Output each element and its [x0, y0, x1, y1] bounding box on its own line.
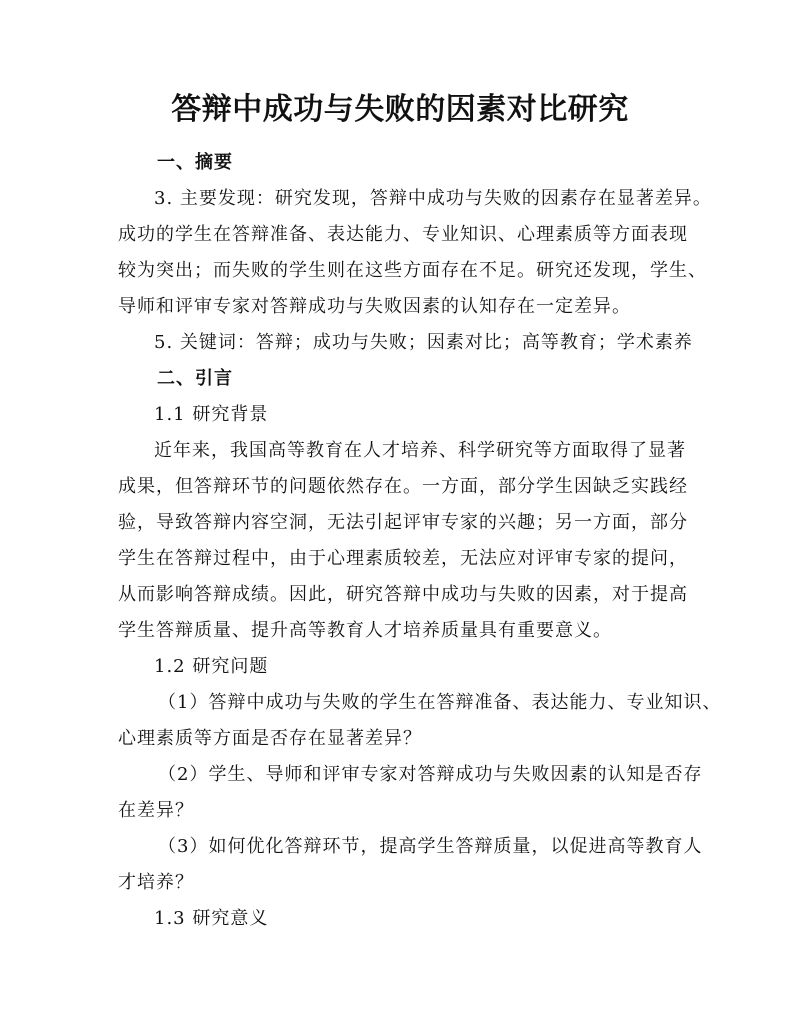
question-line: （3）如何优化答辩环节，提高学生答辩质量，以促进高等教育人: [158, 836, 703, 857]
document-title: 答辩中成功与失败的因素对比研究: [171, 92, 629, 127]
paragraph-line: 成功的学生在答辩准备、表达能力、专业知识、心理素质等方面表现: [118, 224, 688, 245]
subsection-heading-significance: 1.3 研究意义: [154, 908, 269, 929]
paragraph-line: 导师和评审专家对答辩成功与失败因素的认知存在一定差异。: [118, 296, 631, 317]
keywords-line: 5. 关键词：答辩；成功与失败；因素对比；高等教育；学术素养: [154, 332, 693, 353]
paragraph-line: 较为突出；而失败的学生则在这些方面存在不足。研究还发现，学生、: [118, 260, 707, 281]
paragraph-line: 成果，但答辩环节的问题依然存在。一方面，部分学生因缺乏实践经: [118, 476, 688, 497]
question-line: 心理素质等方面是否存在显著差异？: [118, 728, 422, 749]
subsection-heading-questions: 1.2 研究问题: [154, 656, 269, 677]
question-line: （1）答辩中成功与失败的学生在答辩准备、表达能力、专业知识、: [158, 692, 722, 713]
question-line: （2）学生、导师和评审专家对答辩成功与失败因素的认知是否存: [158, 764, 703, 785]
question-line: 在差异？: [118, 800, 194, 821]
paragraph-line: 学生答辩质量、提升高等教育人才培养质量具有重要意义。: [118, 620, 612, 641]
paragraph-line: 3. 主要发现：研究发现，答辩中成功与失败的因素存在显著差异。: [154, 188, 712, 209]
paragraph-line: 验，导致答辩内容空洞，无法引起评审专家的兴趣；另一方面，部分: [118, 512, 688, 533]
paragraph-line: 从而影响答辩成绩。因此，研究答辩中成功与失败的因素，对于提高: [118, 584, 688, 605]
section-heading-abstract: 一、摘要: [157, 152, 233, 173]
paragraph-line: 近年来，我国高等教育在人才培养、科学研究等方面取得了显著: [154, 440, 686, 461]
paragraph-line: 学生在答辩过程中，由于心理素质较差，无法应对评审专家的提问，: [118, 548, 688, 569]
section-heading-introduction: 二、引言: [157, 368, 233, 389]
subsection-heading-background: 1.1 研究背景: [154, 404, 269, 425]
question-line: 才培养？: [118, 872, 194, 893]
